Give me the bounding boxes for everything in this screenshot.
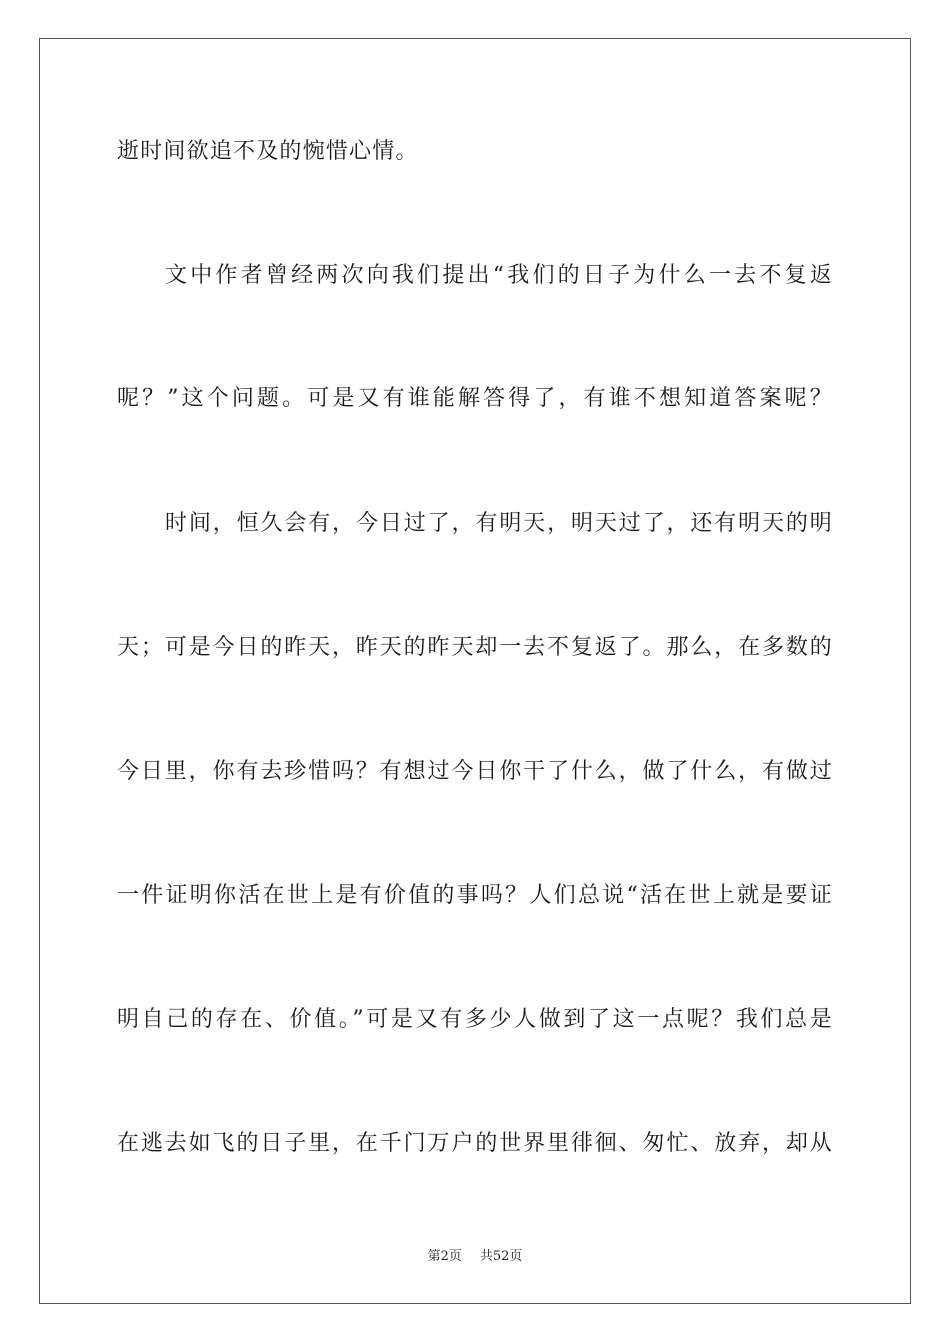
paragraph-start-line: 时间，恒久会有，今日过了，有明天，明天过了，还有明天的明: [165, 511, 833, 536]
text-line-3: 呢？”这个问题。可是又有谁能解答得了，有谁不想知道答案呢？: [117, 386, 833, 411]
text-line-7: 一件证明你活在世上是有价值的事吗？人们总说“活在世上就是要证: [117, 883, 833, 908]
paragraph-start-line: 文中作者曾经两次向我们提出“我们的日子为什么一去不复返: [165, 263, 833, 288]
text-line-9: 在逃去如飞的日子里，在千门万户的世界里徘徊、匆忙、放弃，却从: [117, 1131, 833, 1156]
page-number: 第2页: [427, 1249, 462, 1264]
text-line-1: 逝时间欲追不及的惋惜心情。: [117, 139, 419, 164]
text-line-6: 今日里，你有去珍惜吗？有想过今日你干了什么，做了什么，有做过: [117, 759, 833, 784]
total-pages: 共52页: [479, 1249, 523, 1264]
page-border: [39, 38, 911, 1304]
text-line-8: 明自己的存在、价值。”可是又有多少人做到了这一点呢？我们总是: [117, 1007, 833, 1032]
text-line-5: 天；可是今日的昨天，昨天的昨天却一去不复返了。那么，在多数的: [117, 635, 833, 660]
page-footer: [0, 1248, 950, 1266]
